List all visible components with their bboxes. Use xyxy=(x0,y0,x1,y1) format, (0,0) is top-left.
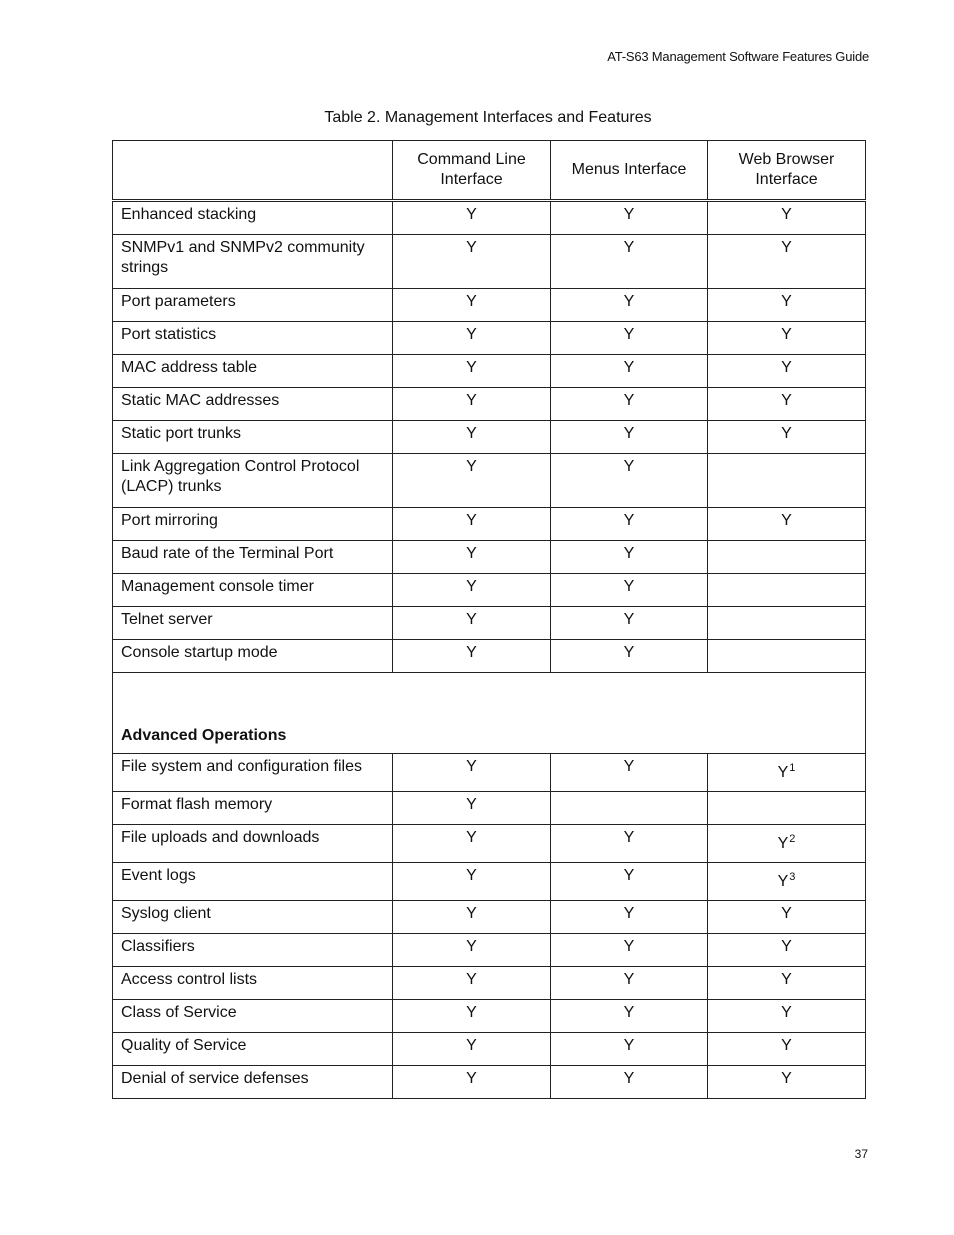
web-cell xyxy=(708,863,866,901)
menus-cell: Y xyxy=(551,825,708,863)
cli-cell: Y xyxy=(393,388,551,421)
table-body xyxy=(113,201,866,1099)
menus-cell: Y xyxy=(551,355,708,388)
menus-cell: Y xyxy=(551,967,708,1000)
cli-cell: Y xyxy=(393,355,551,388)
web-cell xyxy=(708,754,866,792)
feature-cell: SNMPv1 and SNMPv2 community strings xyxy=(113,235,393,289)
feature-cell: Link Aggregation Control Protocol (LACP) trunks xyxy=(113,454,393,508)
menus-cell: Y xyxy=(551,421,708,454)
menus-cell: Y xyxy=(551,574,708,607)
table-row xyxy=(113,967,866,1000)
cli-cell: Y xyxy=(393,967,551,1000)
web-cell xyxy=(708,454,866,508)
feature-cell: Quality of Service xyxy=(113,1033,393,1066)
column-header-cli: Command Line Interface xyxy=(393,141,551,201)
table-row xyxy=(113,792,866,825)
table-row xyxy=(113,1066,866,1099)
table-row xyxy=(113,355,866,388)
table-row xyxy=(113,1000,866,1033)
cli-cell: Y xyxy=(393,792,551,825)
web-value-text: Y xyxy=(777,873,789,890)
web-cell xyxy=(708,607,866,640)
feature-cell: Management console timer xyxy=(113,574,393,607)
menus-cell: Y xyxy=(551,754,708,792)
feature-cell: Console startup mode xyxy=(113,640,393,673)
cli-cell: Y xyxy=(393,607,551,640)
cli-cell: Y xyxy=(393,541,551,574)
web-cell xyxy=(708,640,866,673)
feature-cell: Class of Service xyxy=(113,1000,393,1033)
cli-cell: Y xyxy=(393,235,551,289)
web-value xyxy=(778,828,796,855)
section-heading: Advanced Operations xyxy=(113,673,866,754)
feature-cell: Access control lists xyxy=(113,967,393,1000)
web-cell: Y xyxy=(708,1066,866,1099)
feature-cell: Static port trunks xyxy=(113,421,393,454)
cli-cell: Y xyxy=(393,825,551,863)
cli-cell: Y xyxy=(393,863,551,901)
web-cell: Y xyxy=(708,289,866,322)
feature-cell: MAC address table xyxy=(113,355,393,388)
menus-cell: Y xyxy=(551,235,708,289)
feature-cell: Enhanced stacking xyxy=(113,201,393,235)
footnote-marker: 3 xyxy=(789,871,796,883)
web-cell xyxy=(708,825,866,863)
web-cell xyxy=(708,792,866,825)
web-cell: Y xyxy=(708,934,866,967)
feature-cell: Syslog client xyxy=(113,901,393,934)
menus-cell xyxy=(551,792,708,825)
table-row xyxy=(113,235,866,289)
table-row xyxy=(113,388,866,421)
menus-cell: Y xyxy=(551,541,708,574)
web-cell: Y xyxy=(708,322,866,355)
cli-cell: Y xyxy=(393,508,551,541)
web-cell: Y xyxy=(708,201,866,235)
table-row xyxy=(113,508,866,541)
feature-cell: File uploads and downloads xyxy=(113,825,393,863)
feature-cell: Port statistics xyxy=(113,322,393,355)
table-row xyxy=(113,322,866,355)
web-cell: Y xyxy=(708,355,866,388)
menus-cell: Y xyxy=(551,863,708,901)
menus-cell: Y xyxy=(551,388,708,421)
cli-cell: Y xyxy=(393,289,551,322)
table-row xyxy=(113,454,866,508)
feature-cell: Format flash memory xyxy=(113,792,393,825)
feature-cell: Port parameters xyxy=(113,289,393,322)
menus-cell: Y xyxy=(551,454,708,508)
table-caption: Table 2. Management Interfaces and Features xyxy=(324,109,652,126)
web-cell: Y xyxy=(708,1033,866,1066)
cli-cell: Y xyxy=(393,1000,551,1033)
table-row xyxy=(113,607,866,640)
menus-cell: Y xyxy=(551,607,708,640)
table-header xyxy=(113,141,866,201)
page-number: 37 xyxy=(854,1147,868,1161)
column-header-web: Web Browser Interface xyxy=(708,141,866,201)
cli-cell: Y xyxy=(393,640,551,673)
table-row xyxy=(113,201,866,235)
feature-cell: Port mirroring xyxy=(113,508,393,541)
cli-cell: Y xyxy=(393,1066,551,1099)
menus-cell: Y xyxy=(551,934,708,967)
menus-cell: Y xyxy=(551,322,708,355)
table-row xyxy=(113,901,866,934)
web-cell: Y xyxy=(708,421,866,454)
column-header-feature xyxy=(113,141,393,201)
cli-cell: Y xyxy=(393,322,551,355)
web-cell: Y xyxy=(708,1000,866,1033)
table-row xyxy=(113,574,866,607)
web-cell: Y xyxy=(708,388,866,421)
web-value-text: Y xyxy=(777,835,789,852)
cli-cell: Y xyxy=(393,1033,551,1066)
web-cell: Y xyxy=(708,235,866,289)
menus-cell: Y xyxy=(551,1033,708,1066)
feature-cell: Baud rate of the Terminal Port xyxy=(113,541,393,574)
running-header: AT-S63 Management Software Features Guide xyxy=(607,49,869,64)
table-row xyxy=(113,754,866,792)
table-row xyxy=(113,1033,866,1066)
feature-cell: Denial of service defenses xyxy=(113,1066,393,1099)
footnote-marker: 1 xyxy=(789,762,796,774)
table-row xyxy=(113,421,866,454)
section-heading-row xyxy=(113,673,866,754)
web-value-text: Y xyxy=(777,764,789,781)
cli-cell: Y xyxy=(393,201,551,235)
web-cell: Y xyxy=(708,967,866,1000)
web-cell xyxy=(708,574,866,607)
table-row xyxy=(113,863,866,901)
features-table xyxy=(112,140,866,1099)
feature-cell: Classifiers xyxy=(113,934,393,967)
footnote-marker: 2 xyxy=(789,833,796,845)
cli-cell: Y xyxy=(393,421,551,454)
feature-cell: Event logs xyxy=(113,863,393,901)
cli-cell: Y xyxy=(393,934,551,967)
cli-cell: Y xyxy=(393,454,551,508)
table-row xyxy=(113,541,866,574)
web-cell: Y xyxy=(708,508,866,541)
table-row xyxy=(113,825,866,863)
table-row xyxy=(113,934,866,967)
menus-cell: Y xyxy=(551,508,708,541)
menus-cell: Y xyxy=(551,201,708,235)
feature-cell: File system and configuration files xyxy=(113,754,393,792)
menus-cell: Y xyxy=(551,640,708,673)
menus-cell: Y xyxy=(551,1000,708,1033)
cli-cell: Y xyxy=(393,754,551,792)
web-value xyxy=(778,757,796,784)
cli-cell: Y xyxy=(393,574,551,607)
menus-cell: Y xyxy=(551,901,708,934)
column-header-menus: Menus Interface xyxy=(551,141,708,201)
table-row xyxy=(113,640,866,673)
web-cell xyxy=(708,541,866,574)
feature-cell: Telnet server xyxy=(113,607,393,640)
menus-cell: Y xyxy=(551,289,708,322)
header-row xyxy=(113,141,866,201)
web-cell: Y xyxy=(708,901,866,934)
web-value xyxy=(778,866,796,893)
cli-cell: Y xyxy=(393,901,551,934)
menus-cell: Y xyxy=(551,1066,708,1099)
feature-cell: Static MAC addresses xyxy=(113,388,393,421)
table-row xyxy=(113,289,866,322)
